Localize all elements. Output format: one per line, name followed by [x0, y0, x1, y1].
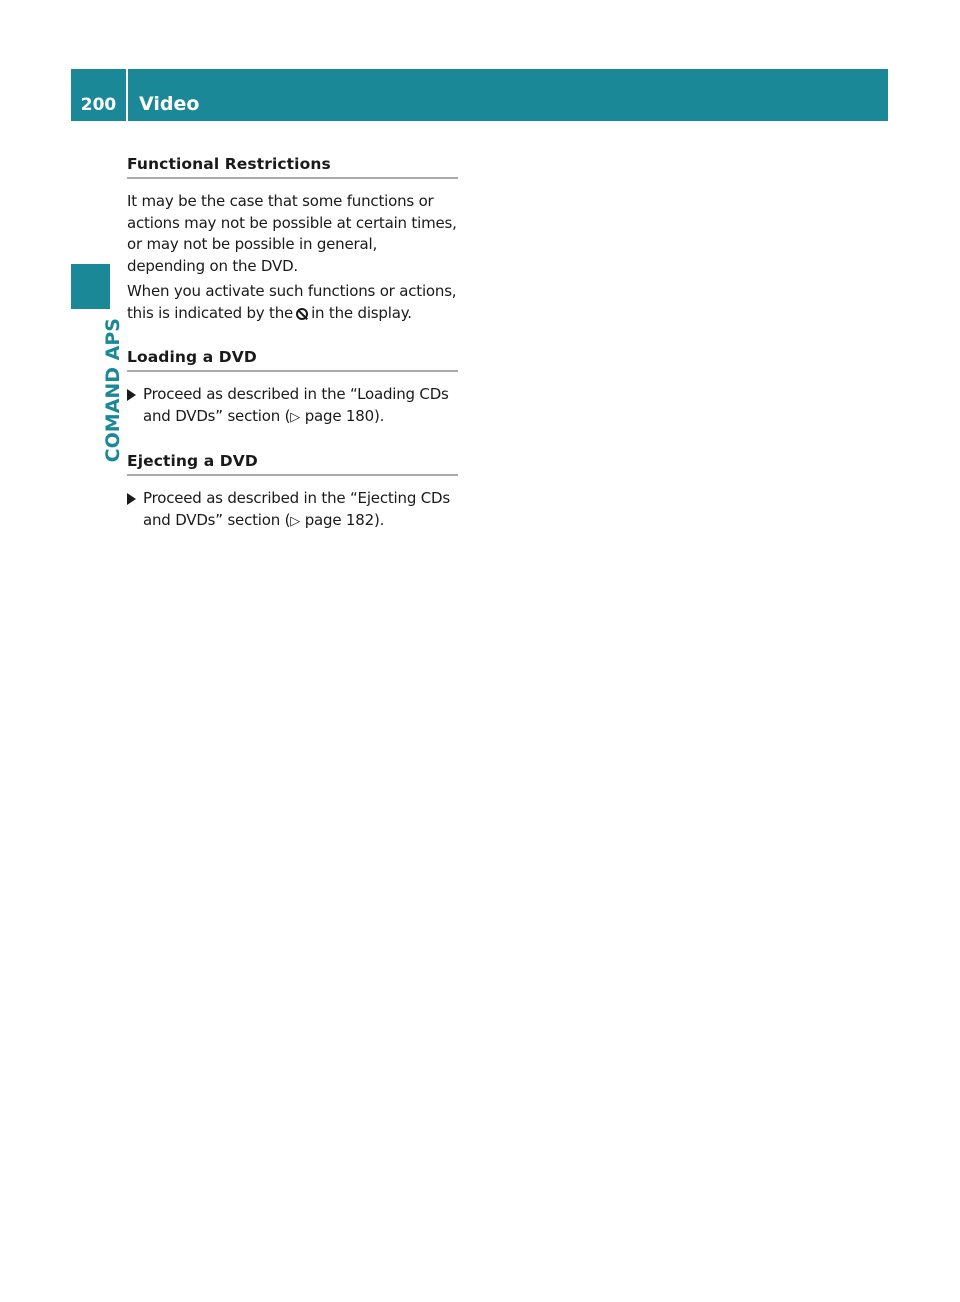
heading-loading-dvd: Loading a DVD: [127, 346, 458, 372]
prohibited-icon: [296, 308, 308, 320]
step-ejecting-dvd: [127, 488, 458, 532]
paragraph-restriction-indicator: [127, 281, 458, 324]
page-reference-link[interactable]: page 180).: [304, 406, 385, 425]
heading-ejecting-dvd: Ejecting a DVD: [127, 450, 458, 476]
step-arrow-icon: [127, 493, 136, 505]
page-header: [71, 69, 888, 121]
page-number: 200: [80, 95, 117, 115]
header-divider: [126, 69, 128, 121]
paragraph-restrictions: It may be the case that some functions or actions may not be possible at certain times, or may not be possible in general, depending on the DVD.: [127, 192, 457, 275]
chapter-tab-marker: [71, 264, 110, 309]
step-arrow-icon: [127, 389, 136, 401]
step-loading-text: Proceed as described in the “Loading CDs and DVDs” section (: [143, 385, 449, 425]
paragraph-restriction-indicator-text-after: in the display.: [311, 303, 412, 322]
main-content: [127, 153, 458, 532]
paragraph-restriction-indicator-text-before: When you activate such functions or actions, this is indicated by the: [127, 282, 457, 322]
page-reference-arrow-icon: ▷: [290, 513, 301, 529]
section-title: Video: [139, 93, 200, 115]
page-reference-link[interactable]: page 182).: [304, 510, 385, 529]
heading-functional-restrictions: Functional Restrictions: [127, 153, 458, 179]
page-reference-arrow-icon: ▷: [290, 409, 301, 425]
step-ejecting-text: Proceed as described in the “Ejecting CDs and DVDs” section (: [143, 489, 450, 529]
chapter-tab-label: COMAND APS: [102, 318, 124, 463]
step-loading-dvd: [127, 384, 458, 428]
